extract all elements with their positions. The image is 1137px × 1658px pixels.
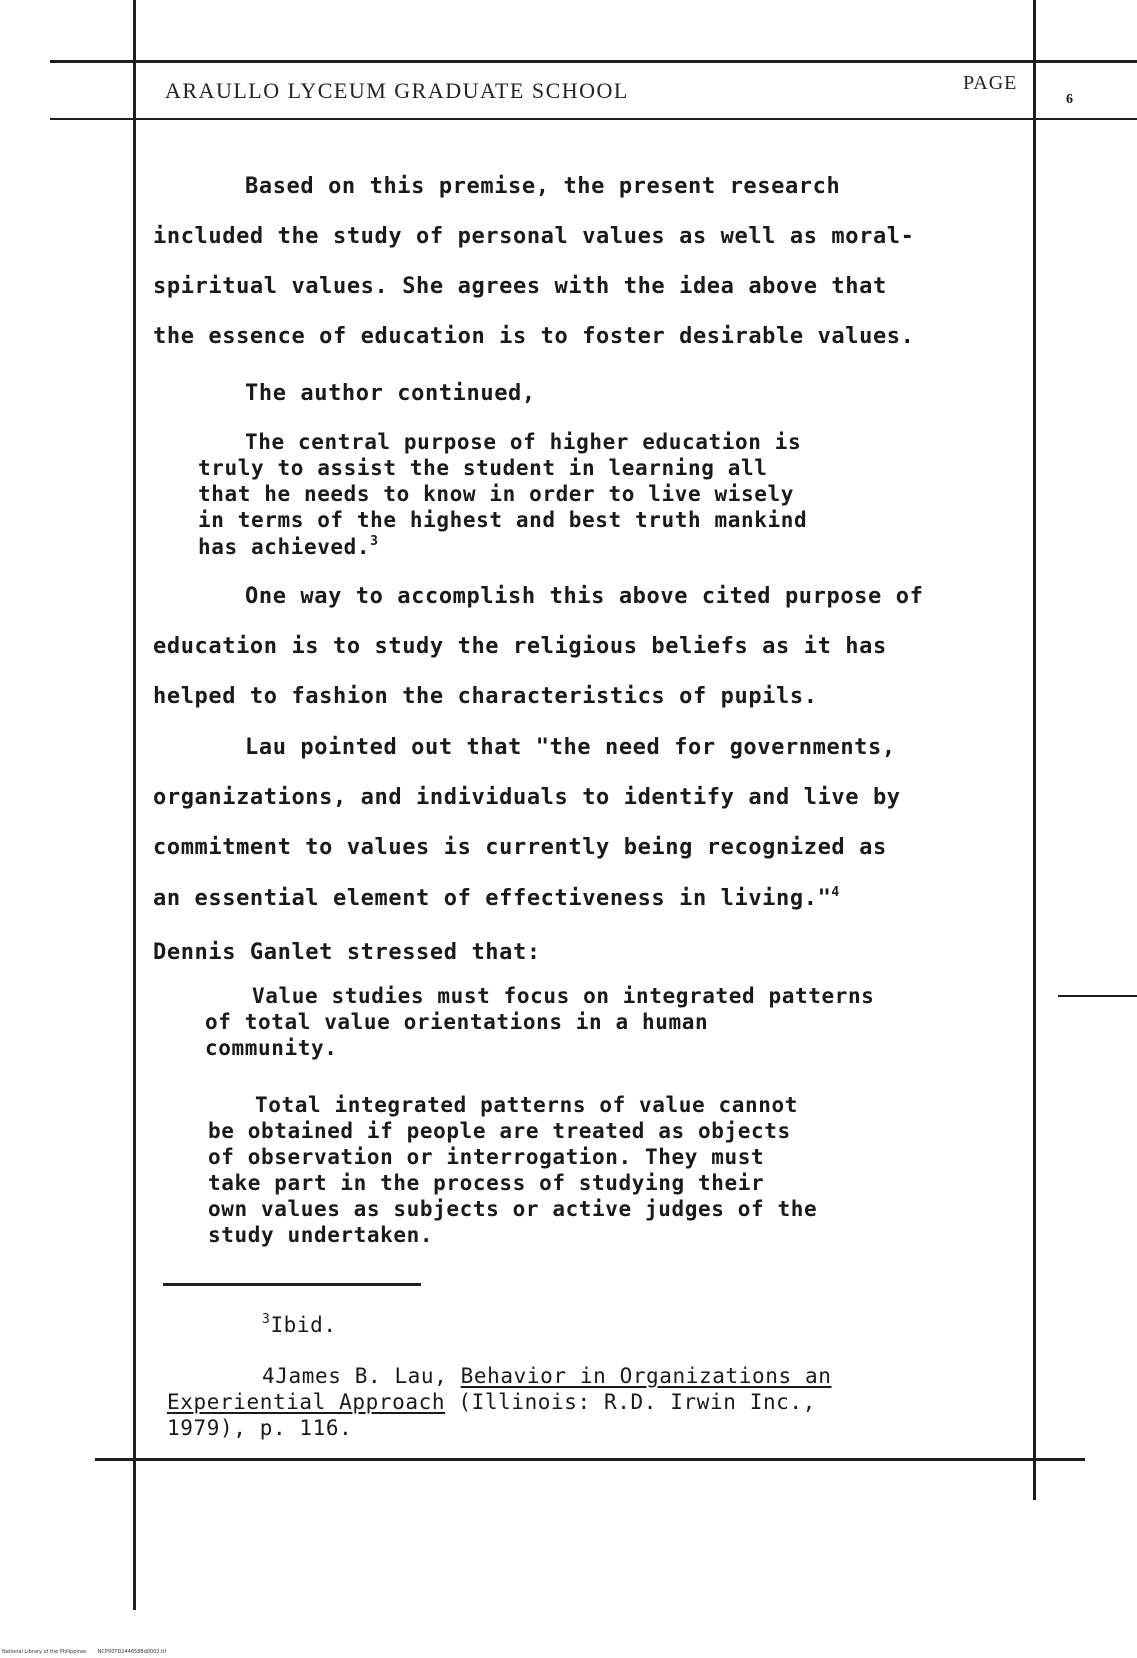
quote-line: that he needs to know in order to live wisely xyxy=(198,482,794,506)
school-name: ARAULLO LYCEUM GRADUATE SCHOOL xyxy=(165,78,629,103)
quote-line: of total value orientations in a human xyxy=(205,1010,709,1034)
quote-line: take part in the process of studying their xyxy=(208,1171,765,1195)
quote-line: of observation or interrogation. They must xyxy=(208,1145,765,1169)
header-bottom-rule xyxy=(50,118,1137,120)
quote-line: study undertaken. xyxy=(208,1223,434,1247)
quote-line: The central purpose of higher education is xyxy=(245,430,802,454)
footnote-separator xyxy=(163,1283,421,1286)
paragraph-line: Dennis Ganlet stressed that: xyxy=(153,940,541,965)
footnote-4: 4James B. Lau, Behavior in Organizations an xyxy=(262,1364,832,1388)
quote-line: own values as subjects or active judges of the xyxy=(208,1197,818,1221)
quote-line: in terms of the highest and best truth mankind xyxy=(198,508,808,532)
footer-rule xyxy=(95,1458,1085,1461)
paragraph-line: the essence of education is to foster desirable values. xyxy=(153,324,915,349)
page-label: PAGE xyxy=(963,72,1018,94)
footnote-3: $^3$Ibid. xyxy=(262,1312,337,1337)
paragraph-line: included the study of personal values as well as moral- xyxy=(153,224,915,249)
left-margin-rule xyxy=(133,0,136,1610)
scan-credits: National Library of the Philippines NCP00TD2446588d0002.tif xyxy=(2,1649,167,1655)
right-margin-rule xyxy=(1033,0,1036,1500)
paragraph-line: an essential element of effectiveness in living."$^4$ xyxy=(153,885,840,911)
paragraph-line: The author continued, xyxy=(245,381,536,406)
footnote-4-cont: 1979), p. 116. xyxy=(167,1416,353,1440)
footnote-ref: 3 xyxy=(370,534,379,549)
paragraph-line: commitment to values is currently being recognized as xyxy=(153,835,887,860)
footnote-ref: 4 xyxy=(831,885,840,900)
paragraph-line: One way to accomplish this above cited purpose of xyxy=(245,584,924,609)
paragraph-line: organizations, and individuals to identify and live by xyxy=(153,785,901,810)
quote-line: Total integrated patterns of value cannot xyxy=(255,1093,798,1117)
right-tick xyxy=(1058,995,1137,997)
header-top-rule xyxy=(50,60,1137,63)
book-title-cont: Experiential Approach xyxy=(167,1390,446,1414)
quote-line: be obtained if people are treated as objects xyxy=(208,1119,791,1143)
quote-line: community. xyxy=(205,1036,338,1060)
quote-line: Value studies must focus on integrated patterns xyxy=(252,984,875,1008)
book-title: Behavior in Organizations an xyxy=(460,1364,832,1388)
paragraph-line: spiritual values. She agrees with the idea above that xyxy=(153,274,887,299)
quote-line: has achieved.$^3$ xyxy=(198,534,379,559)
quote-line: truly to assist the student in learning all xyxy=(198,456,768,480)
paragraph-line: education is to study the religious beliefs as it has xyxy=(153,634,887,659)
page-number: 6 xyxy=(1066,92,1073,107)
paragraph-line: Based on this premise, the present research xyxy=(245,174,841,199)
paragraph-line: helped to fashion the characteristics of pupils. xyxy=(153,684,818,709)
paragraph-line: Lau pointed out that "the need for governments, xyxy=(245,735,896,760)
footnote-4-cont: Experiential Approach (Illinois: R.D. Irwin Inc., xyxy=(167,1390,816,1414)
